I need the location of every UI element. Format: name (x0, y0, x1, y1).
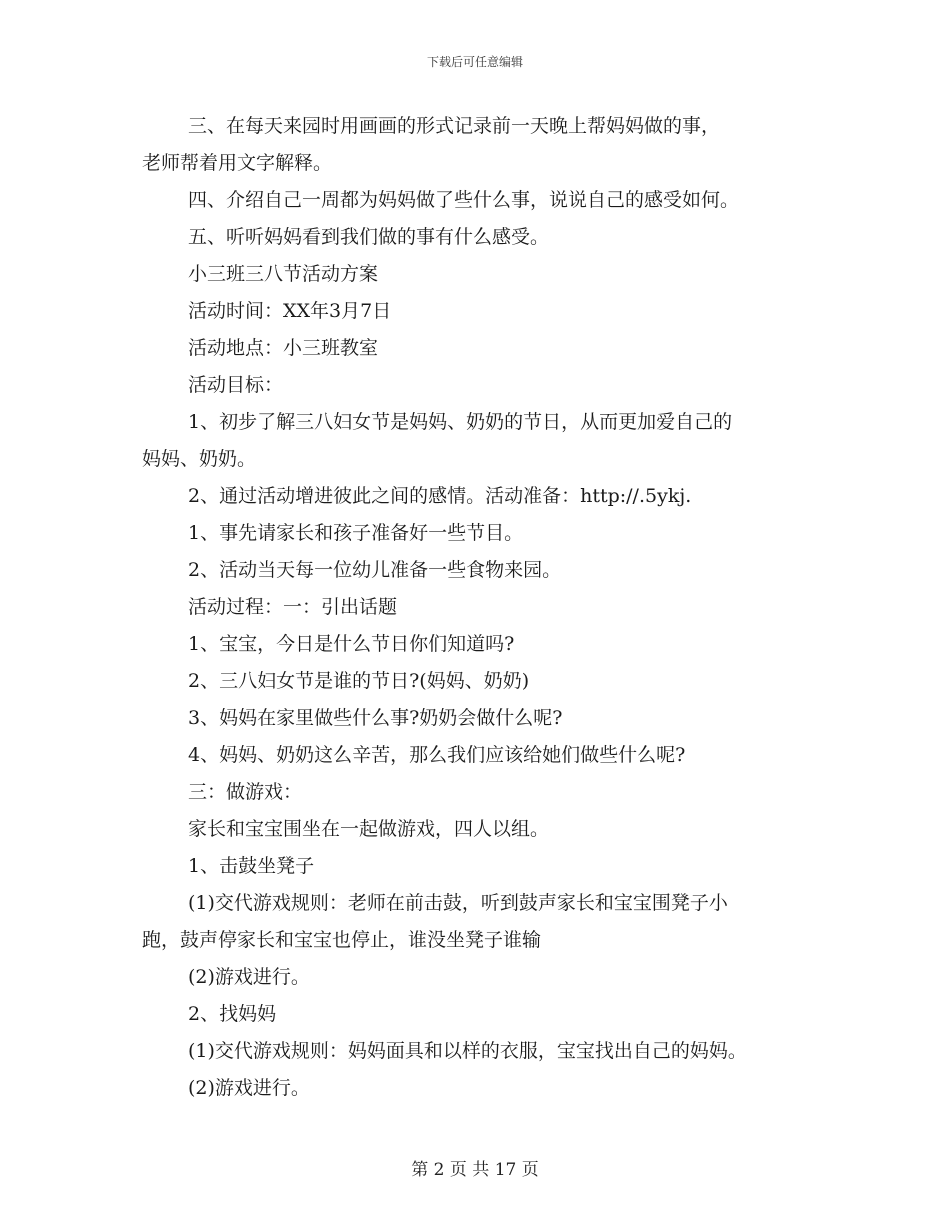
document-line: (2)游戏进行。 (188, 1077, 310, 1099)
document-line: 2、三八妇女节是谁的节日?(妈妈、奶奶) (188, 670, 530, 692)
document-line: 老师帮着用文字解释。 (142, 152, 333, 174)
document-line: 三、在每天来园时用画画的形式记录前一天晚上帮妈妈做的事， (188, 115, 721, 137)
document-line: (1)交代游戏规则：妈妈面具和以样的衣服，宝宝找出自己的妈妈。 (188, 1040, 747, 1062)
document-line: 1、事先请家长和孩子准备好一些节目。 (188, 522, 524, 544)
document-line: 2、找妈妈 (188, 1003, 277, 1025)
document-line: 2、通过活动增进彼此之间的感情。活动准备：http://.5ykj. (188, 485, 692, 507)
document-line: 跑，鼓声停家长和宝宝也停止，谁没坐凳子谁输 (142, 929, 542, 951)
document-line: 家长和宝宝围坐在一起做游戏，四人以组。 (188, 818, 550, 840)
document-line: 4、妈妈、奶奶这么辛苦，那么我们应该给她们做些什么呢? (188, 744, 686, 766)
document-line: 3、妈妈在家里做些什么事?奶奶会做什么呢? (188, 707, 563, 729)
document-body (142, 108, 822, 1107)
document-line: 活动地点：小三班教室 (188, 337, 379, 359)
document-line: 妈妈、奶奶。 (142, 448, 257, 470)
document-line: 三：做游戏： (188, 781, 303, 803)
document-line: (2)游戏进行。 (188, 966, 310, 988)
document-line: 活动时间：XX年3月7日 (188, 300, 392, 322)
document-line: 1、击鼓坐凳子 (188, 855, 315, 877)
document-line: 四、介绍自己一周都为妈妈做了些什么事，说说自己的感受如何。 (188, 189, 740, 211)
document-line: 活动目标： (188, 374, 284, 396)
document-line: 活动过程：一：引出话题 (188, 596, 398, 618)
document-line: 五、听听妈妈看到我们做的事有什么感受。 (188, 226, 550, 248)
page-header-note: 下载后可任意编辑 (426, 55, 523, 69)
page-number-footer: 第 2 页 共 17 页 (411, 1160, 539, 1180)
document-line: 小三班三八节活动方案 (188, 263, 379, 285)
document-line: 1、宝宝，今日是什么节日你们知道吗? (188, 633, 515, 655)
document-line: 1、初步了解三八妇女节是妈妈、奶奶的节日，从而更加爱自己的 (188, 411, 733, 433)
document-line: (1)交代游戏规则：老师在前击鼓，听到鼓声家长和宝宝围凳子小 (188, 892, 728, 914)
document-line: 2、活动当天每一位幼儿准备一些食物来园。 (188, 559, 562, 581)
